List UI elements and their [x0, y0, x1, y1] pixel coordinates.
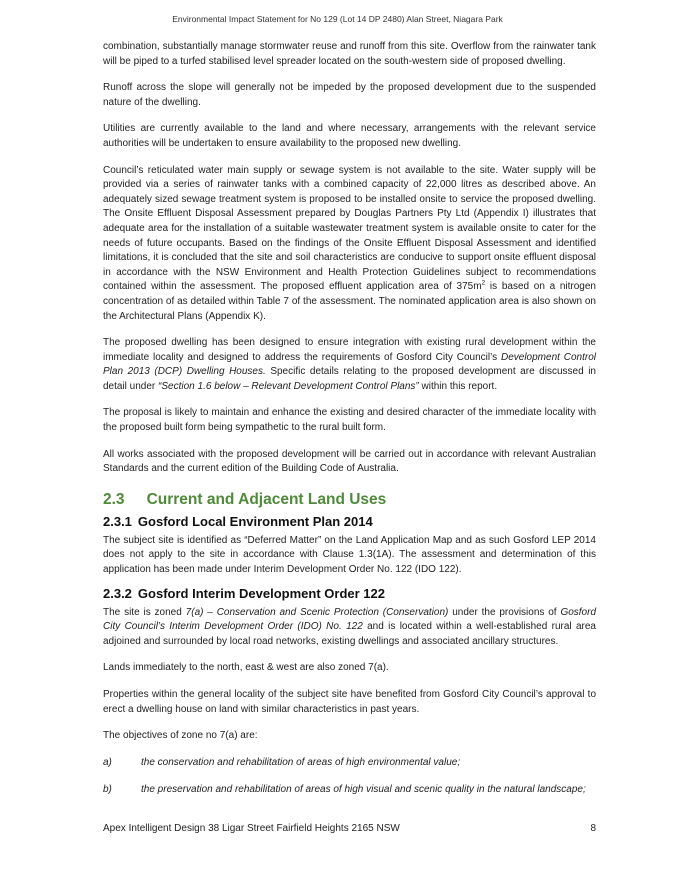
section-number: 2.3.1: [103, 513, 132, 529]
body-paragraph: Utilities are currently available to the land and where necessary, arrangements with the relevant service authorities will be undertaken to ensure availability to the proposed new dwelling.: [103, 123, 596, 149]
body-paragraph: The proposal is likely to maintain and enhance the existing and desired character of the immediate locality with the proposed built form being sympathetic to the rural built form.: [103, 407, 596, 434]
italic-text-run: Gosford City Council’s Interim Development Order (IDO) No. 122: [103, 606, 597, 633]
body-paragraph: Runoff across the slope will generally not be impeded by the proposed development due to the suspended nature of the dwelling.: [103, 82, 596, 108]
body-paragraph-zoning: [103, 606, 596, 650]
body-paragraph: Properties within the general locality of the subject site have benefited from Gosford City Council’s approval to erect a dwelling house on land with similar characteristics in past years.: [103, 689, 596, 715]
body-paragraph-dcp: [103, 336, 596, 394]
section-title: Gosford Local Environment Plan 2014: [137, 513, 373, 529]
section-heading-2-3-1: [103, 514, 596, 529]
superscript: 2: [481, 279, 486, 287]
section-number: 2.3: [103, 490, 125, 508]
text-run: and is located within a well-established rural area adjoined and surrounded by local road networks, existing dwellings and associated ancillary structures.: [103, 621, 596, 647]
italic-text-run: 7(a) – Conservation and Scenic Protection (Conservation): [185, 606, 449, 618]
section-title: Gosford Interim Development Order 122: [137, 585, 385, 601]
footer-company: Apex Intelligent Design 38 Ligar Street Fairfield Heights 2165 NSW: [103, 823, 400, 834]
text-run: Specific details relating to the proposed development are discussed in detail under: [103, 366, 596, 392]
list-item-text: the conservation and rehabilitation of areas of high environmental value;: [141, 756, 461, 768]
body-paragraph: The subject site is identified as “Deferred Matter” on the Land Application Map and as such Gosford LEP 2014 does not apply to the site in accordance with Clause 1.3(1A). The assessment and determination of this application has been made under Interim Development Order No. 122 (IDO 122).: [103, 534, 596, 576]
running-header: Environmental Impact Statement for No 129 (Lot 14 DP 2480) Alan Street, Niagara Park: [172, 14, 503, 24]
page-number: 8: [590, 823, 596, 834]
body-paragraph: combination, substantially manage stormwater reuse and runoff from this site. Overflow from the rainwater tank will be piped to a turfed stabilised level spreader located on the south-western side of proposed dwelling.: [103, 41, 596, 67]
section-heading-2-3-2: [103, 586, 596, 601]
section-number: 2.3.2: [103, 585, 132, 601]
list-marker: b): [103, 784, 112, 796]
text-run: Council’s reticulated water main supply or sewage system is not available to the site. Water supply will be provided via a series of rainwater tanks with a combined capacity of 22,000 litres as described above. An adequately sized sewage treatment system is proposed to be installed onsite to service the proposed dwelling. The Onsite Effluent Disposal Assessment prepared by Douglas Partners Pty Ltd (Appendix I) illustrates that adequate area for the installation of a suitable wastewater treatment system is available onsite to cater for the needs of future occupants. Based on the findings of the Onsite Effluent Disposal Assessment and identified limitations, it is concluded that the site and soil characteristics are conducive to support onsite effluent disposal in accordance with the NSW Environment and Health Protection Guidelines subject to recommendations contained within the assessment. The proposed effluent application area of 375m: [103, 164, 596, 293]
text-run: The proposed dwelling has been designed to ensure integration with existing rural development within the immediate locality and designed to address the requirements of Gosford City Council’s: [103, 337, 596, 363]
body-paragraph: The objectives of zone no 7(a) are:: [103, 730, 258, 742]
list-item-text: the preservation and rehabilitation of areas of high visual and scenic quality in the natural landscape;: [141, 784, 586, 796]
text-run: The site is zoned: [103, 606, 186, 618]
text-run: is based on a nitrogen concentration of as detailed within Table 7 of the assessment. The nominated application area is also shown on the Architectural Plans (Appendix K).: [103, 281, 596, 322]
text-run: within this report.: [418, 380, 498, 392]
italic-text-run: Development Control Plan 2013 (DCP) Dwelling Houses.: [103, 351, 597, 378]
section-title: Current and Adjacent Land Uses: [146, 490, 387, 508]
page-content: [103, 40, 596, 811]
objective-list-item: [103, 783, 596, 798]
section-heading-2-3: [103, 491, 596, 509]
objective-list-item: [103, 756, 596, 771]
text-run: under the provisions of: [448, 606, 561, 618]
body-paragraph-wastewater: [103, 164, 596, 325]
page-footer: [103, 823, 596, 834]
list-marker: a): [103, 756, 112, 768]
italic-text-run: “Section 1.6 below – Relevant Development Control Plans”: [158, 380, 419, 392]
body-paragraph: All works associated with the proposed development will be carried out in accordance with relevant Australian Standards and the current edition of the Building Code of Australia.: [103, 448, 596, 475]
body-paragraph: Lands immediately to the north, east & west are also zoned 7(a).: [103, 662, 389, 674]
